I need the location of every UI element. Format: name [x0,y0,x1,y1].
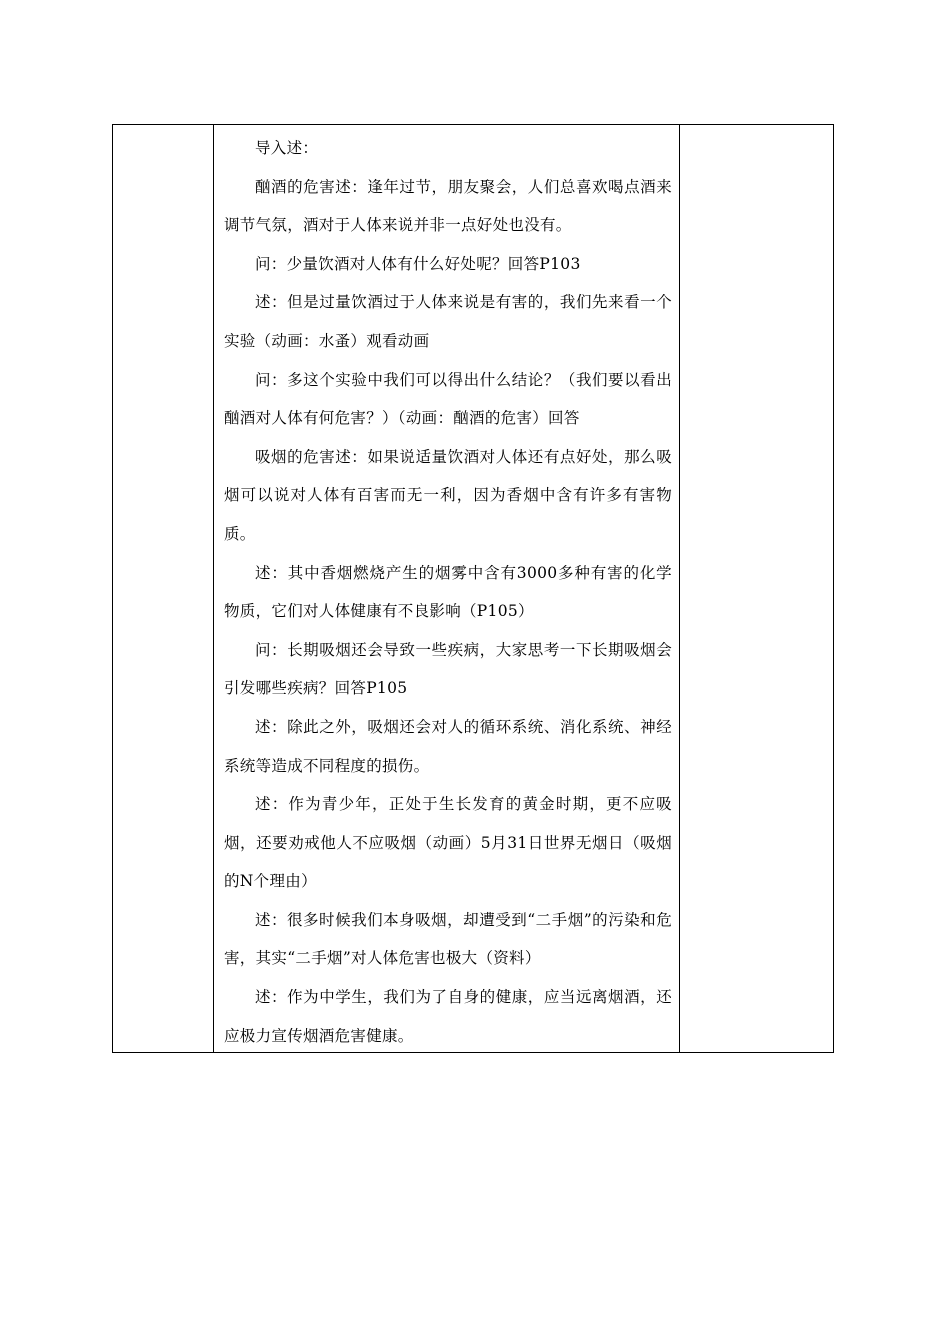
paragraph-question-diseases: 问：长期吸烟还会导致一些疾病，大家思考一下长期吸烟会引发哪些疾病？回答P105 [224,640,672,698]
paragraph-second-hand-smoke: 述：很多时候我们本身吸烟，却遭受到“二手烟”的污染和危害，其实“二手烟”对人体危害也极大（资料） [224,910,672,968]
paragraph-question-small-drinking: 问：少量饮酒对人体有什么好处呢？回答P103 [255,254,581,273]
paragraph-conclusion: 述：作为中学生，我们为了自身的健康，应当远离烟酒，还应极力宣传烟酒危害健康。 [224,988,672,1045]
paragraph-excess-drinking: 述：但是过量饮酒过于人体来说是有害的，我们先来看一个实验（动画：水蚤）观看动画 [224,293,672,350]
table-cell-left [113,125,214,1052]
lesson-text [224,129,672,1055]
table-cell-right [680,125,833,1052]
paragraph-intro: 导入述： [255,139,319,157]
paragraph-system-damage: 述：除此之外，吸烟还会对人的循环系统、消化系统、神经系统等造成不同程度的损伤。 [224,717,672,775]
paragraph-harmful-chemicals: 述：其中香烟燃烧产生的烟雾中含有3000多种有害的化学物质，它们对人体健康有不良影响（P105） [224,563,672,621]
table-cell-content [214,125,680,1052]
lesson-table [112,124,834,1053]
paragraph-youth-no-smoking: 述：作为青少年，正处于生长发育的黄金时期，更不应吸烟，还要劝戒他人不应吸烟（动画）5月31日世界无烟日（吸烟的N个理由） [224,795,672,891]
paragraph-smoking-harm: 吸烟的危害述：如果说适量饮酒对人体还有点好处，那么吸烟可以说对人体有百害而无一利，因为香烟中含有许多有害物质。 [224,447,672,543]
paragraph-question-experiment: 问：多这个实验中我们可以得出什么结论？（我们要以看出酗酒对人体有何危害？）（动画：酗酒的危害）回答 [224,370,672,428]
paragraph-alcohol-harm: 酗酒的危害述：逢年过节，朋友聚会，人们总喜欢喝点酒来调节气氛，酒对于人体来说并非一点好处也没有。 [224,177,672,235]
